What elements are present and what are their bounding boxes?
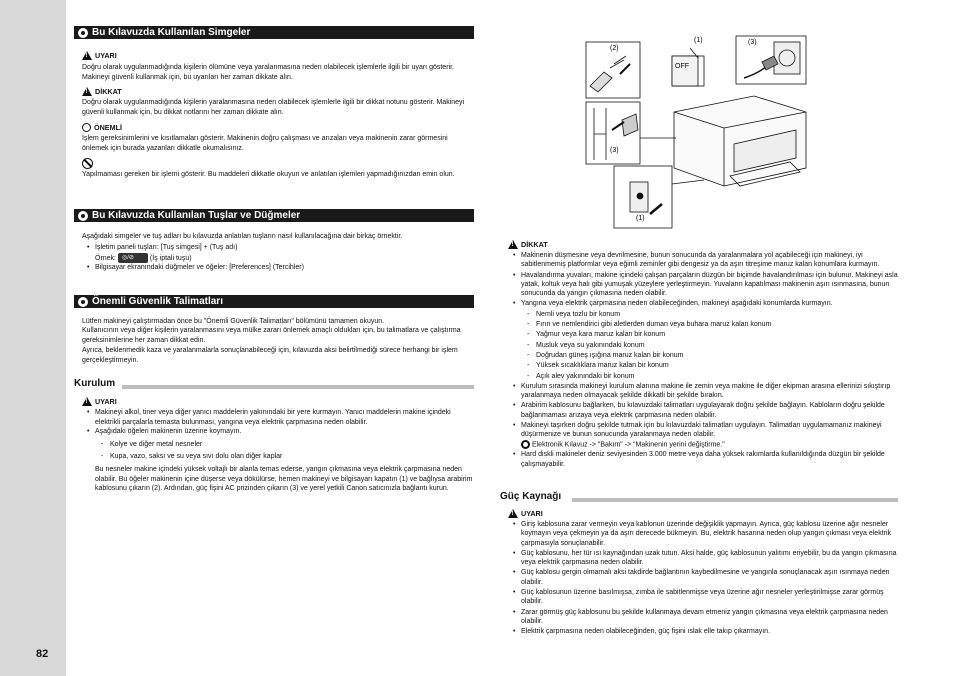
section-bullet-icon (78, 297, 88, 307)
manual-reference-icon (521, 440, 530, 449)
section-heading-keys (74, 209, 474, 222)
dash-item (527, 372, 900, 381)
caution-label-text: DİKKAT (95, 87, 122, 96)
list-item-text: Güç kablosunu, her tür ısı kaynağından uzak tutun. Aksi halde, güç kablosunun yalıtımı eriyebilir, bu da yangın çıkmasına veya elektrik çarpmasına neden olabilir. (521, 549, 897, 567)
caution-label-right (508, 240, 548, 249)
prohibited-icon (82, 158, 93, 169)
list-item-text: Güç kablosu gergin olmamalı aksi takdirde bağlantının kaybedilmesine ve yangınla sonuçlanacak aşırı ısınmaya neden olabilir. (521, 569, 890, 586)
prohibited-description: Yapılmaması gereken bir işlemi gösterir. Bu maddeleri dikkatle okuyun ve anlatılan işlemleri yapmadığınızdan emin olun. (82, 171, 455, 178)
caution-description: Doğru olarak uygulanmadığında kişilerin yaralanmasına neden olabilecek işlemlerle ilgili bir dikkat notunu gösterir. Makineyi güvenli kullanmak için, bu dikkat notlarını her zaman dikkate alın. (82, 99, 465, 116)
dash-item (527, 320, 900, 329)
subsection-heading-installation: Kurulum (74, 378, 116, 389)
warning-label-text: UYARI (95, 397, 117, 406)
dash-item-text: Doğrudan güneş ışığına maruz kalan bir konum (536, 351, 684, 359)
page-margin-strip (0, 0, 66, 676)
list-item-text: Bilgisayar ekranındaki düğmeler ve öğeler: [Preferences] (Tercihler) (95, 264, 304, 272)
section-title: Önemli Güvenlik Talimatları (92, 296, 223, 307)
subsection-rule (122, 385, 474, 389)
list-item-text: Makinenin düşmesine veya devrilmesine, bunun sonucunda da yaralanmalara yol açabileceği için makineyi, iyi sabitlenmemiş platformlar veya eğimli zeminler gibi dengesiz ya da aşırı titreşime maruz kalan konumlara kurmayın. (521, 252, 880, 269)
direction-arrow-shape (650, 204, 662, 214)
list-item (512, 251, 900, 270)
list-item-text: Havalandırma yuvaları, makine içindeki çalışan parçaların düzgün bir biçimde havalandırılması için bulunur. Makineyi asla yatak, koltuk veya halı gibi yumuşak yüzeylere yerleştirmeyin. Yuvaların kapatılması makinenin aşırı ısınmasına, bunun sonucunda da yangın çıkmasına neden olabilir. (521, 271, 898, 298)
list-item (86, 427, 474, 494)
list-item (512, 421, 900, 449)
list-item (512, 271, 900, 299)
off-switch-label: OFF (675, 63, 689, 70)
list-item-text: Elektrik çarpmasına neden olabileceğinden, güç fişini ıslak elle takıp çıkarmayın. (521, 628, 771, 636)
dash-item-text: Açık alev yakınındaki bir konum (536, 372, 635, 380)
list-item-text: Kurulum sırasında makineyi kurulum alanına makine ile zemin veya makine ile diğer ekipman arasına ellerinizi sıkıştırıp yaralanmaya neden olmayacak şekilde dikkatli bir şekilde bırakın. (521, 382, 891, 400)
important-circle-icon (82, 123, 91, 132)
page-number: 82 (36, 648, 49, 660)
safety-p2: Kullanıcının veya diğer kişilerin yaralanmasını veya mülke zararı önlemek amaçlı oldukları için, bu talimatlara ve çalıştırma gereksinimlerine her zaman dikkat edin. (82, 327, 461, 344)
list-item-text: Arabirim kablosunu bağlarken, bu kılavuzdaki talimatları uygulayarak doğru şekilde bağlayın. Kabloların doğru şekilde bağlanmaması arızaya veya elektrik çarpmasına neden olabilir. (521, 402, 885, 419)
caution-label-text: DİKKAT (521, 240, 548, 249)
machine-illustration (584, 34, 810, 230)
list-item-text: Makineyi taşırken doğru şekilde tutmak için bu kılavuzdaki talimatları uygulayın. Talimatları uygulamamanız makineyi düşürmenize ve bunun sonucunda yaralanmaya neden olabilir. (521, 422, 882, 439)
connector-lines (610, 56, 626, 68)
warning-triangle-icon (82, 51, 92, 60)
rear-panel-lines (594, 108, 606, 160)
dash-item (527, 341, 900, 350)
installation-warning-label (82, 397, 117, 406)
list-item-text: Yangına veya elektrik çarpmasına neden olabileceğinden, makineyi aşağıdaki konumlarda kurmayın. (521, 300, 833, 308)
rear-connector-shape (622, 114, 638, 136)
dash-item (527, 330, 900, 339)
dash-list (95, 440, 474, 462)
keys-list (86, 243, 474, 273)
dash-item (101, 452, 474, 462)
warning-triangle-icon (82, 397, 92, 406)
dash-item-text: Nemli veya tozlu bir konum (536, 310, 621, 318)
list-item (512, 299, 900, 380)
list-item (86, 243, 474, 263)
installation-list (86, 408, 474, 494)
list-item-text: Güç kablosunun üzerine basılmışsa, zımba ile sabitlenmişse veya üzerine ağır nesneler yerleştirilmişse zarar görmüş olabilir. (521, 589, 884, 606)
callout-leader-bottom (672, 180, 704, 184)
caution-label (82, 87, 122, 96)
dash-item-text: Kupa, vazo, saksı ve su veya sıvı dolu olan diğer kaplar (110, 453, 283, 461)
callout-1-top: (1) (694, 37, 703, 44)
keys-intro: Aşağıdaki simgeler ve tuş adları bu kılavuzda anlatılan tuşların nasıl kullanılacağına dair birkaç örnektir. (82, 233, 403, 240)
dash-item (101, 440, 474, 450)
direction-arrow-shape (620, 64, 630, 74)
warning-label (82, 51, 117, 60)
dash-list (521, 310, 900, 381)
safety-p3: Ayrıca, beklenmedik kaza ve yaralanmalarla sonuçlanabileceği için, kılavuzda aksi belirtilmediği sürece herhangi bir işlem gerçekleştirmeyin. (82, 347, 458, 364)
warning-label-text: UYARI (95, 51, 117, 60)
list-item (512, 608, 900, 627)
warning-label-text: UYARI (521, 509, 543, 518)
callout-1-bottom: (1) (636, 215, 645, 222)
manual-reference-link[interactable]: Elektronik Kılavuz -> "Bakım" -> "Makinenin yerini değiştirme." (531, 440, 725, 448)
list-item (86, 263, 474, 273)
section-bullet-icon (78, 211, 88, 221)
list-item (512, 549, 900, 568)
list-item-text: Makineyi alkol, tiner veya diğer yanıcı maddelerin yakınındaki bir yere kurmayın. Yanıcı maddelerin makine içindeki elektrikli parçalarla temasta bulunması, yangına veya elektrik çarpmasına neden olabilir. (95, 409, 451, 426)
callout-3-top: (3) (748, 39, 757, 46)
dash-item (527, 351, 900, 360)
power-warning-label (508, 509, 543, 518)
caution-triangle-icon (508, 240, 518, 249)
callout-3-mid: (3) (610, 147, 619, 154)
list-item (512, 520, 900, 548)
dash-item-text: Yüksek sıcaklıklara maruz kalan bir konum (536, 362, 669, 370)
warning-description: Doğru olarak uygulanmadığında kişilerin ölümüne veya yaralanmasına neden olabilecek işlemlerle ilgili bir uyarı gösterir. Makineyi güvenli kullanmak için, bu uyarıları her zaman dikkate alın. (82, 64, 454, 81)
list-item-text: Giriş kablosuna zarar vermeyin veya kablonun üzerinde değişiklik yapmayın. Ayrıca, güç kablosu üzerine ağır nesneler koymayın veya çekmeyin ya da aşırı derecede bükmeyin. Bu, elektrik hasarına neden olup yangın çıkması veya elektrik çarpmasıyla sonuçlanabilir. (521, 521, 892, 547)
list-item-text: Hard diskli makineler deniz seviyesinden 3.000 metre veya daha yüksek rakımlarda kullanıldığında düzgün bir şekilde çalışmayabilir. (521, 451, 885, 468)
subsection-heading-power: Güç Kaynağı (500, 491, 562, 502)
caution-triangle-icon (82, 87, 92, 96)
safety-p1: Lütfen makineyi çalıştırmadan önce bu "Önemli Güvenlik Talimatları" bölümünü tamamen okuyun. (82, 318, 385, 325)
subsection-rule (572, 498, 898, 502)
section-heading-symbols (74, 26, 474, 39)
important-label (82, 123, 122, 132)
example-label: Örnek: (95, 254, 117, 262)
warning-triangle-icon (508, 509, 518, 518)
list-item-text: Zarar görmüş güç kablosunu bu şekilde kullanmaya devam etmeniz yangın çıkmasına veya elektrik çarpmasına neden olabilir. (521, 608, 888, 625)
section-heading-safety (74, 295, 474, 308)
power-list (512, 520, 900, 637)
list-item (512, 450, 900, 469)
section-title: Bu Kılavuzda Kullanılan Tuşlar ve Düğmeler (92, 210, 301, 221)
list-item (512, 382, 900, 401)
example-suffix: (İş iptali tuşu) (149, 254, 192, 262)
list-item (512, 627, 900, 636)
list-item-text: İşletim paneli tuşları: [Tuş simgesi] + (Tuş adı) (95, 244, 238, 251)
list-item-text: Aşağıdaki öğeleri makinenin üzerine koymayın. (95, 428, 242, 436)
dash-item-text: Fırın ve nemlendirici gibi aletlerden duman veya buhara maruz kalan konum (536, 321, 772, 329)
dash-item-text: Musluk veya su yakınındaki konum (536, 341, 645, 349)
dash-item-text: Yağmur veya kara maruz kalan bir konum (536, 331, 666, 339)
direction-arrow-shape (612, 122, 624, 130)
dash-item (527, 361, 900, 370)
dash-item (527, 310, 900, 319)
important-description: İşlem gereksinimlerini ve kısıtlamaları gösterir. Makinenin doğru çalışması ve arızaları veya makinenin zarar görmesini önlemek için burada yazanları dikkatle okumalısınız. (82, 135, 448, 152)
dash-item-text: Kolye ve diğer metal nesneler (110, 440, 203, 448)
section-title: Bu Kılavuzda Kullanılan Simgeler (92, 27, 251, 38)
wall-outlet-shape (774, 42, 800, 74)
installation-after-text: Bu nesneler makine içindeki yüksek voltajlı bir alanla temas ederse, yangın çıkmasına veya elektrik çarpmasına neden olabilir. Bu öğeler makinenin içine düşerse veya dökülürse, hemen makineyi ve bilgisayarı kapatın (1) ve bağlıysa arabirim kablosunu çıkarın (2). Ardından, güç fişini AC prizinden çıkarın (3) ve yerel yetkili Canon satıcınızla bağlantı kurun. (95, 465, 473, 493)
list-item (512, 568, 900, 587)
callout-2: (2) (610, 45, 619, 52)
cable-plug-shape (590, 72, 612, 92)
list-item (512, 588, 900, 607)
section-bullet-icon (78, 28, 88, 38)
important-label-text: ÖNEMLİ (94, 123, 122, 132)
list-item (512, 401, 900, 420)
power-switch-face (672, 56, 698, 86)
power-switch-button (637, 193, 643, 199)
stop-key-icon (118, 253, 148, 263)
caution-list (512, 251, 900, 469)
list-item (86, 408, 474, 427)
